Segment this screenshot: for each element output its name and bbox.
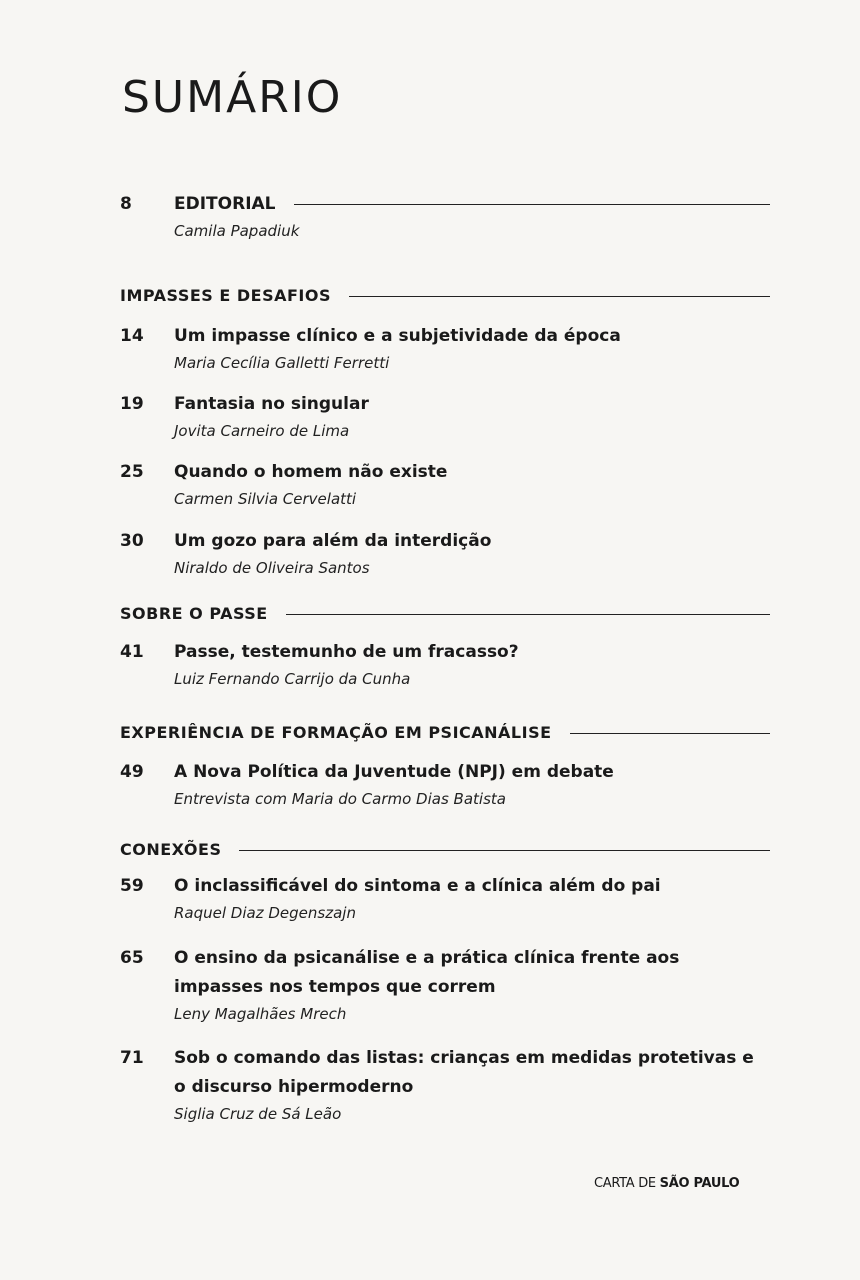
entry-title: A Nova Política da Juventude (NPJ) em debate <box>174 762 614 782</box>
page-number: 59 <box>120 876 144 896</box>
leader-line <box>286 614 770 615</box>
section-heading: EXPERIÊNCIA DE FORMAÇÃO EM PSICANÁLISE <box>120 723 770 742</box>
toc-entry[interactable] <box>120 1044 770 1126</box>
entry-author: Carmen Silvia Cervelatti <box>174 490 357 508</box>
page-number: 14 <box>120 326 144 346</box>
entry-title: O inclassificável do sintoma e a clínica além do pai <box>174 876 661 896</box>
page-number: 25 <box>120 462 144 482</box>
toc-entry[interactable] <box>120 390 770 443</box>
entry-author: Leny Magalhães Mrech <box>174 1005 347 1023</box>
page-number: 19 <box>120 394 144 414</box>
toc-entry[interactable] <box>120 527 770 580</box>
entry-title-continued: impasses nos tempos que correm <box>174 977 496 997</box>
page-number: 30 <box>120 531 144 551</box>
toc-entry[interactable] <box>120 458 770 511</box>
page-number: 65 <box>120 948 144 968</box>
entry-title: Quando o homem não existe <box>174 462 448 482</box>
toc-entry[interactable] <box>120 322 770 375</box>
page-number: 71 <box>120 1048 144 1068</box>
section-heading: IMPASSES E DESAFIOS <box>120 286 770 305</box>
entry-author: Luiz Fernando Carrijo da Cunha <box>174 670 411 688</box>
leader-line <box>239 850 770 851</box>
leader-line <box>349 296 770 297</box>
entry-title: Fantasia no singular <box>174 394 369 414</box>
leader-line <box>570 733 770 734</box>
toc-entry[interactable] <box>120 758 770 811</box>
toc-entry-editorial[interactable] <box>120 190 770 243</box>
page-title: SUMÁRIO <box>122 72 343 123</box>
section-heading: CONEXÕES <box>120 840 770 859</box>
toc-entry[interactable] <box>120 638 770 691</box>
page-number: 8 <box>120 194 132 214</box>
page-number: 49 <box>120 762 144 782</box>
entry-author: Camila Papadiuk <box>174 222 300 240</box>
leader-line <box>294 204 770 205</box>
entry-title: Um impasse clínico e a subjetividade da época <box>174 326 621 346</box>
entry-title: EDITORIAL <box>174 194 276 214</box>
entry-author: Raquel Diaz Degenszajn <box>174 904 356 922</box>
entry-author: Maria Cecília Galletti Ferretti <box>174 354 390 372</box>
entry-author: Jovita Carneiro de Lima <box>174 422 350 440</box>
toc-entry[interactable] <box>120 944 770 1026</box>
entry-title: Sob o comando das listas: crianças em medidas protetivas e <box>174 1048 754 1068</box>
entry-title-continued: o discurso hipermoderno <box>174 1077 414 1097</box>
page-number: 41 <box>120 642 144 662</box>
entry-title: Passe, testemunho de um fracasso? <box>174 642 519 662</box>
entry-author: Niraldo de Oliveira Santos <box>174 559 370 577</box>
toc-entry[interactable] <box>120 872 770 925</box>
section-heading: SOBRE O PASSE <box>120 604 770 623</box>
entry-author: Entrevista com Maria do Carmo Dias Batista <box>174 790 506 808</box>
entry-title: Um gozo para além da interdição <box>174 531 492 551</box>
publication-logo: CARTA DE SÃO PAULO <box>594 1176 740 1191</box>
entry-title: O ensino da psicanálise e a prática clínica frente aos <box>174 948 680 968</box>
entry-author: Siglia Cruz de Sá Leão <box>174 1105 342 1123</box>
